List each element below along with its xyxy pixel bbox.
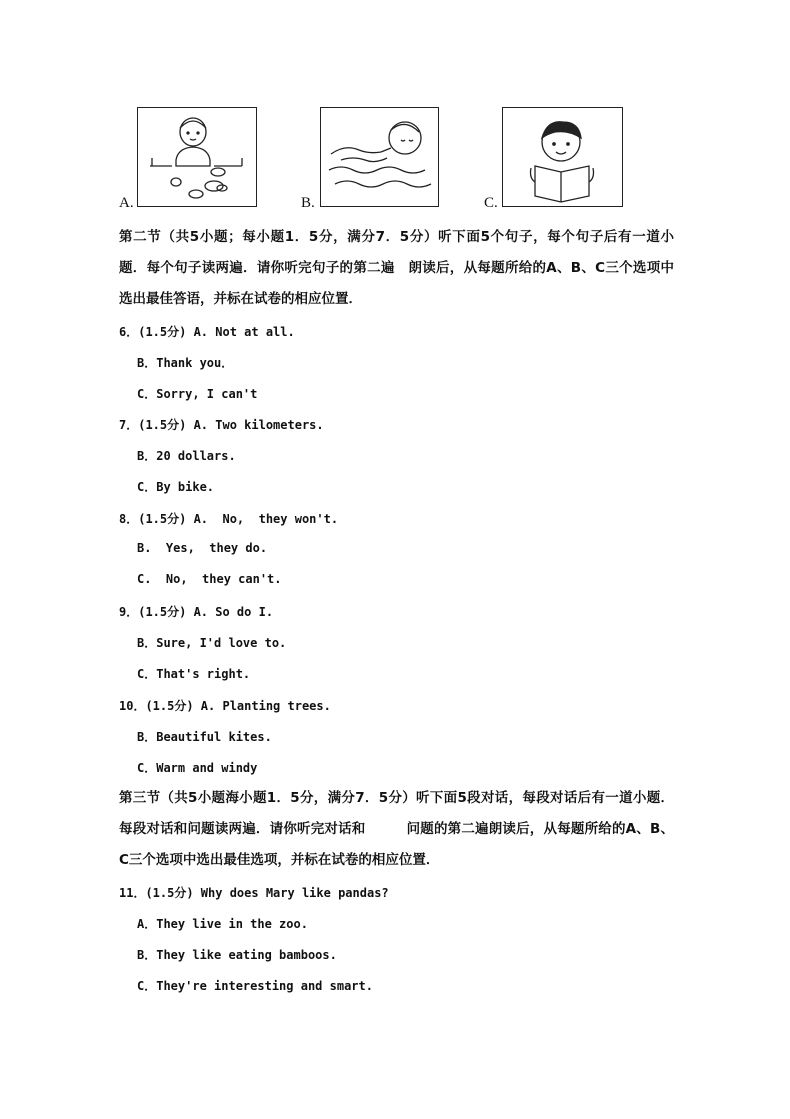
boy-swimming-icon xyxy=(321,108,438,206)
picture-b xyxy=(320,107,439,207)
question-7-option-b: B．20 dollars. xyxy=(137,449,236,463)
question-9-stem: 9．(1.5分) A. So do I. xyxy=(119,605,274,619)
question-10-option-c: C．Warm and windy xyxy=(137,761,258,775)
question-11-option-a: A．They live in the zoo. xyxy=(137,917,308,931)
section3-instructions: 第三节（共5小题海小题1．5分，满分7．5分）听下面5段对话，每段对话后有一道小题．每段对话和问题读两遍．请你听完对话和 问题的第二遍朗读后，从每题所给的A、B、C三个选项中选出最佳选项，并标在试卷的相应位置． xyxy=(119,790,674,868)
picture-a-letter: A. xyxy=(119,195,134,211)
question-8-option-c: C. No, they can't. xyxy=(137,572,282,586)
question-6-option-c: C．Sorry, I can't xyxy=(137,387,258,401)
question-6-stem: 6．(1.5分) A. Not at all. xyxy=(119,325,295,339)
question-11-option-c: C．They're interesting and smart. xyxy=(137,979,373,993)
boy-eating-icon xyxy=(138,108,256,206)
question-8-stem: 8．(1.5分) A. No, they won't. xyxy=(119,512,339,526)
question-8-option-b: B. Yes, they do. xyxy=(137,541,268,555)
picture-c-letter: C. xyxy=(484,195,498,211)
question-7-stem: 7．(1.5分) A. Two kilometers. xyxy=(119,418,324,432)
question-10-option-b: B．Beautiful kites. xyxy=(137,730,272,744)
question-6-option-b: B．Thank you． xyxy=(137,356,234,370)
picture-a xyxy=(137,107,257,207)
section2-instructions: 第二节（共5小题；每小题1．5分，满分7．5分）听下面5个句子，每个句子后有一道小题．每个句子读两遍．请你听完句子的第二遍 朗读后，从每题所给的A、B、C三个选项中选出最佳答语，并标在试卷的相应位置． xyxy=(119,229,674,307)
boy-reading-icon xyxy=(503,108,622,206)
picture-b-letter: B. xyxy=(301,195,315,211)
question-9-option-b: B．Sure, I'd love to. xyxy=(137,636,287,650)
question-11-option-b: B．They like eating bamboos. xyxy=(137,948,337,962)
question-9-option-c: C．That's right. xyxy=(137,667,251,681)
question-10-stem: 10．(1.5分) A. Planting trees. xyxy=(119,699,331,713)
picture-c xyxy=(502,107,623,207)
question-11-stem: 11．(1.5分) Why does Mary like pandas? xyxy=(119,886,389,900)
question-7-option-c: C．By bike. xyxy=(137,480,215,494)
